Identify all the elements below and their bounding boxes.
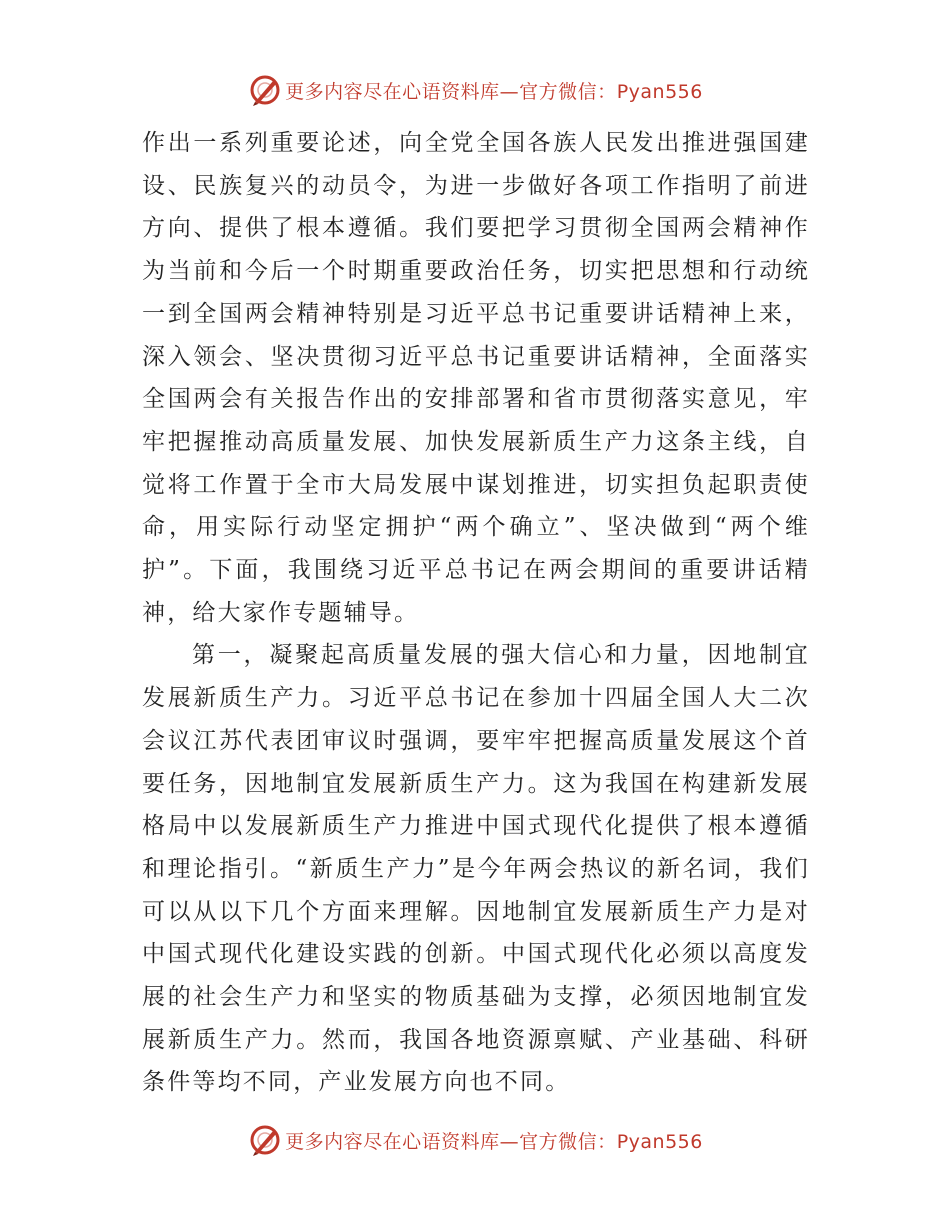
header-banner — [0, 70, 950, 110]
header-contact-label: 官方微信： — [519, 80, 617, 103]
pen-circle-logo-icon — [247, 1122, 283, 1158]
footer-banner-text — [285, 1127, 703, 1154]
header-contact-id: Pyan556 — [616, 80, 703, 103]
footer-banner — [0, 1120, 950, 1160]
paragraph-2: 第一，凝聚起高质量发展的强大信心和力量，因地制宜发展新质生产力。习近平总书记在参加十四届全国人大二次会议江苏代表团审议时强调，要牢牢把握高质量发展这个首要任务，因地制宜发展新质生产力。这为我国在构建新发展格局中以发展新质生产力推进中国式现代化提供了根本遵循和理论指引。“新质生产力”是今年两会热议的新名词，我们可以从以下几个方面来理解。因地制宜发展新质生产力是对中国式现代化建设实践的创新。中国式现代化必须以高度发展的社会生产力和坚实的物质基础为支撑，必须因地制宜发展新质生产力。然而，我国各地资源禀赋、产业基础、科研条件等均不同，产业发展方向也不同。 — [142, 642, 810, 1096]
footer-contact-label: 官方微信： — [519, 1130, 617, 1153]
header-separator: — — [499, 80, 520, 103]
header-site-name: 更多内容尽在心语资料库 — [285, 80, 500, 103]
footer-contact-id: Pyan556 — [616, 1130, 703, 1153]
footer-site-name: 更多内容尽在心语资料库 — [285, 1130, 500, 1153]
document-body — [142, 122, 810, 1104]
header-banner-text — [285, 77, 703, 104]
pen-circle-logo-icon — [247, 72, 283, 108]
paragraph-1: 作出一系列重要论述，向全党全国各族人民发出推进强国建设、民族复兴的动员令，为进一步做好各项工作指明了前进方向、提供了根本遵循。我们要把学习贯彻全国两会精神作为当前和今后一个时期重要政治任务，切实把思想和行动统一到全国两会精神特别是习近平总书记重要讲话精神上来，深入领会、坚决贯彻习近平总书记重要讲话精神，全面落实全国两会有关报告作出的安排部署和省市贯彻落实意见，牢牢把握推动高质量发展、加快发展新质生产力这条主线，自觉将工作置于全市大局发展中谋划推进，切实担负起职责使命，用实际行动坚定拥护“两个确立”、坚决做到“两个维护”。下面，我围绕习近平总书记在两会期间的重要讲话精神，给大家作专题辅导。 — [142, 130, 810, 626]
footer-separator: — — [499, 1130, 520, 1153]
